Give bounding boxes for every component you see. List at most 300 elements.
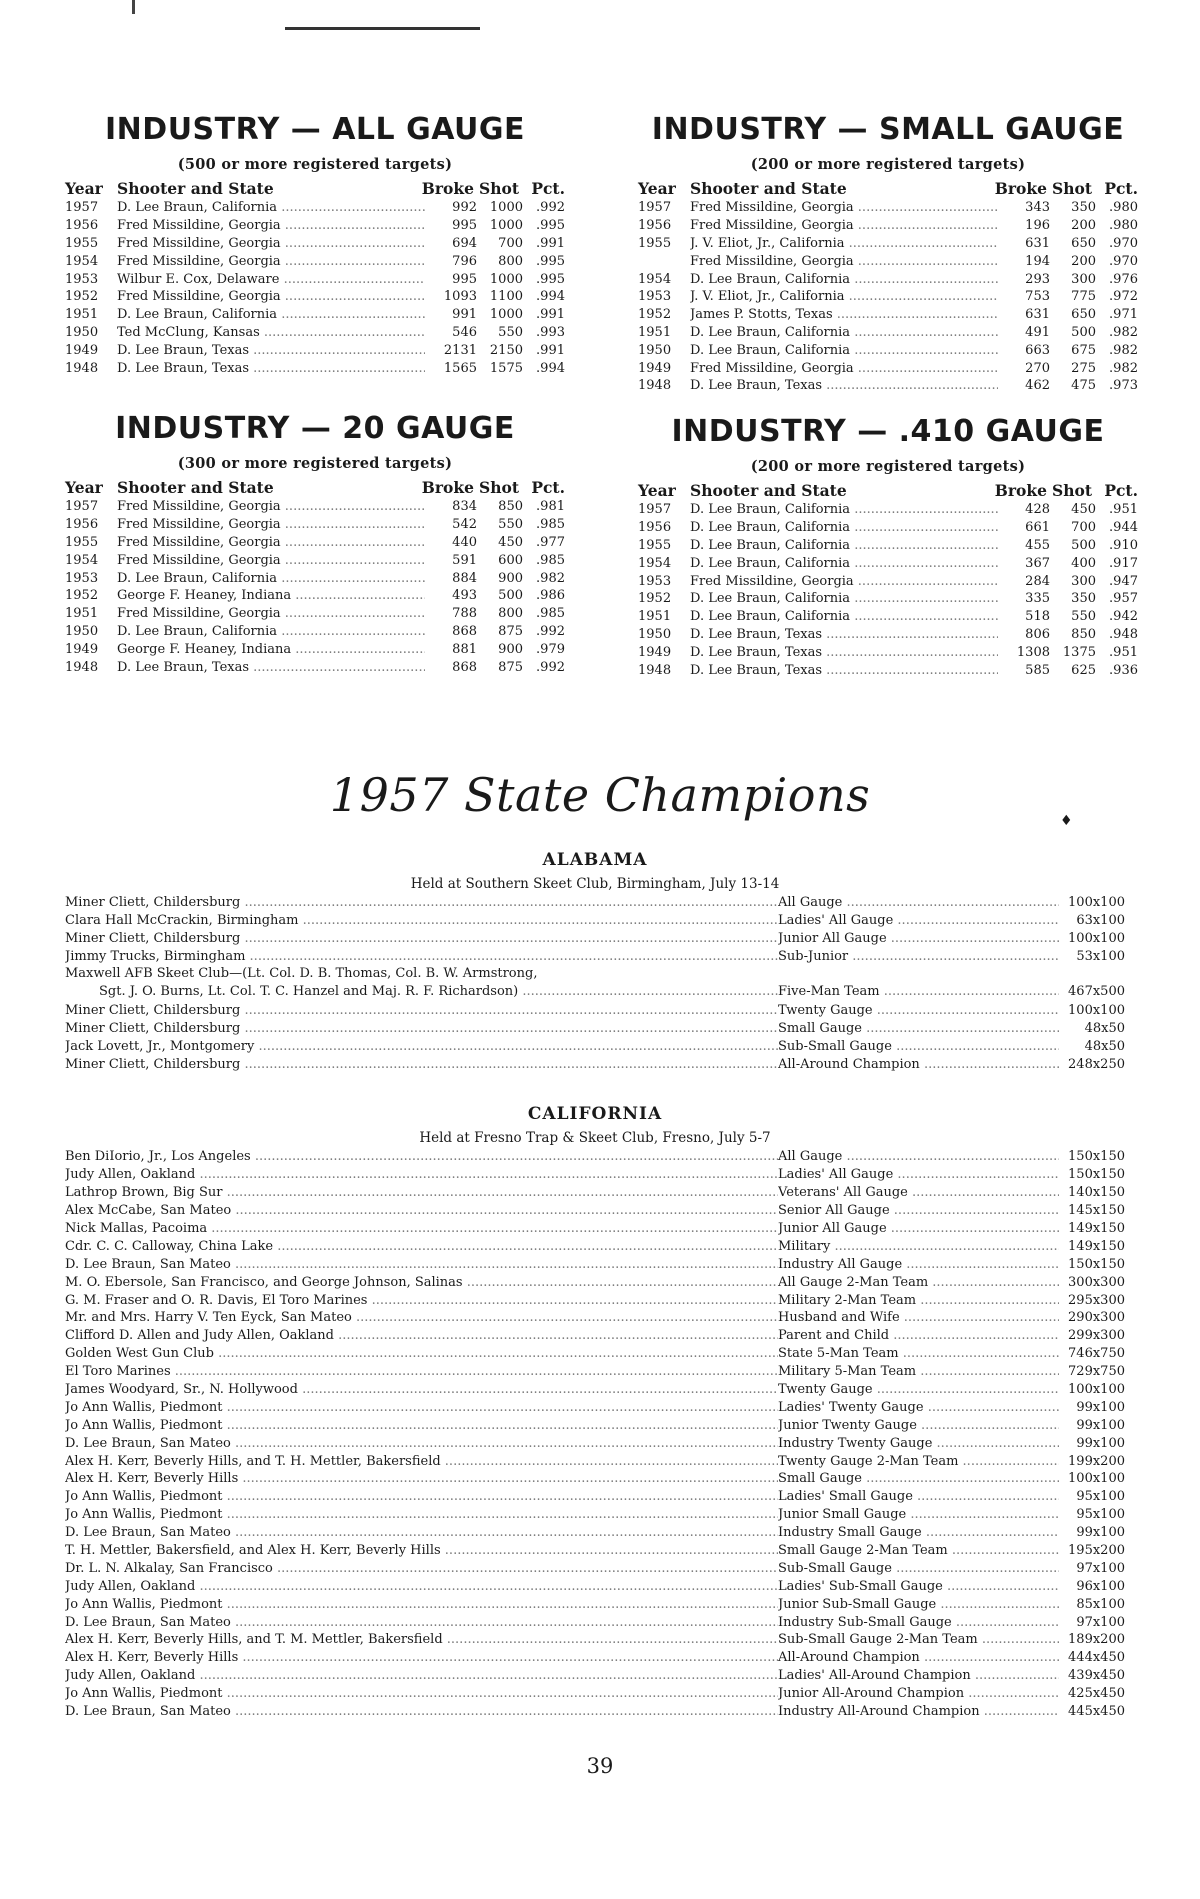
- event-name: Twenty Gauge 2-Man Team .....: [778, 1454, 1059, 1469]
- shooter-cell: D. Lee Braun, Texas .....: [117, 343, 425, 358]
- shooter-cell: Fred Missildine, Georgia .....: [690, 218, 998, 233]
- pct-cell: .980: [1109, 200, 1138, 216]
- table-row: [638, 270, 1138, 288]
- broke-cell: 1565: [443, 360, 477, 376]
- shooter-cell: Fred Missildine, Georgia .....: [690, 574, 998, 589]
- state-name: ALABAMA: [542, 850, 648, 870]
- section-title: INDUSTRY — ALL GAUGE: [105, 112, 525, 147]
- shooter-cell: Ted McClung, Kansas .....: [117, 325, 425, 340]
- table-row: [65, 199, 565, 217]
- broke-cell: 2131: [443, 342, 477, 358]
- industry-small-gauge-table: [638, 112, 1138, 395]
- shooter-cell: Fred Missildine, Georgia .....: [690, 361, 998, 376]
- event-name: All Gauge .....: [778, 1149, 1059, 1164]
- score: 467x500: [1068, 984, 1125, 1000]
- pct-cell: .986: [536, 588, 565, 604]
- champion-name: Judy Allen, Oakland .....: [65, 1579, 778, 1594]
- event-name: Small Gauge 2-Man Team .....: [778, 1543, 1059, 1558]
- shot-cell: 850: [1071, 626, 1096, 642]
- score: 149x150: [1068, 1221, 1125, 1236]
- shooter-cell: D. Lee Braun, California .....: [690, 556, 998, 571]
- year-cell: 1952: [65, 289, 99, 305]
- shooter-cell: D. Lee Braun, Texas .....: [690, 663, 998, 678]
- champion-entry: [65, 1237, 1125, 1255]
- champion-entry: [65, 912, 1125, 930]
- score: 99x100: [1076, 1435, 1125, 1451]
- table-row: [65, 587, 565, 605]
- shooter-cell: George F. Heaney, Indiana .....: [117, 642, 425, 657]
- shooter-cell: Fred Missildine, Georgia .....: [117, 236, 425, 251]
- score: 150x150: [1068, 1167, 1125, 1183]
- champion-entry: [65, 1309, 1125, 1327]
- bullet-mark: ♦: [1060, 813, 1073, 829]
- year-cell: 1952: [638, 591, 672, 607]
- shot-header: Shot: [1052, 480, 1092, 500]
- champion-name: James Woodyard, Sr., N. Hollywood .....: [65, 1382, 778, 1397]
- shooter-cell: James P. Stotts, Texas .....: [690, 307, 998, 322]
- champion-name: D. Lee Braun, San Mateo .....: [65, 1704, 778, 1719]
- broke-cell: 868: [452, 659, 477, 675]
- score: 63x100: [1076, 913, 1125, 929]
- table-row: [65, 270, 565, 288]
- year-cell: 1954: [65, 552, 99, 568]
- shot-cell: 650: [1071, 307, 1096, 323]
- champion-entry: [65, 1416, 1125, 1434]
- shooter-cell: Fred Missildine, Georgia .....: [117, 218, 425, 233]
- table-row: [638, 626, 1138, 644]
- shooter-cell: J. V. Eliot, Jr., California .....: [690, 236, 998, 251]
- champion-name: Alex McCabe, San Mateo .....: [65, 1203, 778, 1218]
- score: 48x50: [1084, 1038, 1125, 1054]
- section-subtitle: (500 or more registered targets): [177, 156, 453, 173]
- team-entry-continued: [65, 982, 1125, 1002]
- broke-cell: 796: [452, 253, 477, 269]
- table-row: [638, 537, 1138, 555]
- event-name: Five-Man Team .....: [778, 984, 1059, 999]
- shot-cell: 550: [498, 324, 523, 340]
- champion-name: El Toro Marines .....: [65, 1364, 778, 1379]
- event-name: Industry Twenty Gauge .....: [778, 1436, 1059, 1451]
- year-cell: 1950: [65, 324, 99, 340]
- event-name: Small Gauge .....: [778, 1471, 1059, 1486]
- score: 150x150: [1068, 1149, 1125, 1165]
- shot-cell: 800: [498, 253, 523, 269]
- broke-cell: 518: [1025, 609, 1050, 625]
- pct-cell: .982: [1109, 360, 1138, 376]
- event-name: Ladies' All Gauge .....: [778, 1167, 1059, 1182]
- year-cell: 1948: [65, 659, 99, 675]
- champion-name: Miner Cliett, Childersburg .....: [65, 1003, 778, 1018]
- pct-header: Pct.: [1104, 178, 1138, 198]
- alabama-section: [65, 850, 1125, 1073]
- event-name: Twenty Gauge .....: [778, 1382, 1059, 1397]
- broke-cell: 753: [1025, 289, 1050, 305]
- year-cell: 1954: [65, 253, 99, 269]
- shot-cell: 875: [498, 623, 523, 639]
- champion-entry: [65, 1037, 1125, 1055]
- year-cell: 1957: [638, 200, 672, 216]
- champion-name: Clara Hall McCrackin, Birmingham .....: [65, 913, 778, 928]
- champion-name: Golden West Gun Club .....: [65, 1346, 778, 1361]
- champion-entry: [65, 1631, 1125, 1649]
- champion-entry: [65, 1398, 1125, 1416]
- shot-cell: 500: [1071, 324, 1096, 340]
- shooter-cell: D. Lee Braun, California .....: [690, 591, 998, 606]
- pct-cell: .976: [1109, 271, 1138, 287]
- table-row: [638, 288, 1138, 306]
- shooter-cell: Fred Missildine, Georgia .....: [117, 499, 425, 514]
- champion-entry: [65, 1488, 1125, 1506]
- shooter-cell: D. Lee Braun, California .....: [690, 272, 998, 287]
- score: 300x300: [1068, 1274, 1125, 1290]
- shooter-header: Shooter and State: [117, 477, 274, 497]
- shooter-cell: D. Lee Braun, California .....: [117, 200, 425, 215]
- shot-cell: 625: [1071, 662, 1096, 678]
- shooter-header: Shooter and State: [690, 178, 847, 198]
- pct-cell: .981: [536, 499, 565, 515]
- shot-cell: 1575: [489, 360, 523, 376]
- shot-cell: 1000: [489, 307, 523, 323]
- shot-cell: 2150: [489, 342, 523, 358]
- top-rule: [285, 27, 480, 30]
- score: 100x100: [1068, 1003, 1125, 1018]
- table-row: [65, 359, 565, 377]
- pct-cell: .917: [1109, 555, 1138, 571]
- score: 97x100: [1076, 1560, 1125, 1576]
- broke-cell: 293: [1025, 271, 1050, 287]
- page-edge-mark: [132, 0, 135, 14]
- pct-header: Pct.: [531, 477, 565, 497]
- champion-name: Lathrop Brown, Big Sur .....: [65, 1185, 778, 1200]
- broke-cell: 631: [1025, 235, 1050, 251]
- table-header: [638, 479, 1138, 501]
- champion-entry: [65, 1685, 1125, 1703]
- pct-header: Pct.: [1104, 480, 1138, 500]
- champion-name: Nick Mallas, Pacoima .....: [65, 1221, 778, 1236]
- year-cell: 1948: [65, 360, 99, 376]
- shot-cell: 275: [1071, 360, 1096, 376]
- event-name: Veterans' All Gauge .....: [778, 1185, 1059, 1200]
- broke-cell: 995: [452, 271, 477, 287]
- champion-entry: [65, 1559, 1125, 1577]
- table-row: [65, 534, 565, 552]
- shooter-cell: D. Lee Braun, Texas .....: [690, 645, 998, 660]
- pct-cell: .992: [536, 200, 565, 216]
- event-name: Junior Twenty Gauge .....: [778, 1418, 1059, 1433]
- event-name: Sub-Junior .....: [778, 949, 1059, 964]
- page-title: 1957 State Champions: [329, 768, 871, 822]
- broke-cell: 585: [1025, 662, 1050, 678]
- shooter-cell: D. Lee Braun, Texas .....: [690, 378, 998, 393]
- broke-cell: 868: [452, 623, 477, 639]
- year-cell: 1953: [65, 570, 99, 586]
- shot-header: Shot: [1052, 178, 1092, 198]
- industry-410-gauge-table: [638, 414, 1138, 679]
- table-row: [638, 661, 1138, 679]
- score: 140x150: [1068, 1185, 1125, 1201]
- pct-cell: .980: [1109, 218, 1138, 234]
- champion-name: Dr. L. N. Alkalay, San Francisco .....: [65, 1561, 778, 1576]
- pct-cell: .994: [536, 289, 565, 305]
- shot-cell: 775: [1071, 289, 1096, 305]
- year-cell: 1948: [638, 378, 672, 394]
- year-cell: 1952: [65, 588, 99, 604]
- broke-cell: 491: [1025, 324, 1050, 340]
- pct-header: Pct.: [531, 178, 565, 198]
- shot-cell: 300: [1071, 573, 1096, 589]
- year-cell: 1948: [638, 662, 672, 678]
- table-row: [638, 554, 1138, 572]
- champion-entry: [65, 1055, 1125, 1073]
- event-name: Senior All Gauge .....: [778, 1203, 1059, 1218]
- champion-entry: [65, 1291, 1125, 1309]
- champion-name: Jo Ann Wallis, Piedmont .....: [65, 1507, 778, 1522]
- score: 445x450: [1068, 1704, 1125, 1720]
- champion-name: Maxwell AFB Skeet Club—(Lt. Col. D. B. Thomas, Col. B. W. Armstrong,: [65, 966, 538, 982]
- event-name: Military 5-Man Team .....: [778, 1364, 1059, 1379]
- shooter-cell: D. Lee Braun, California .....: [690, 520, 998, 535]
- event-name: Sub-Small Gauge 2-Man Team .....: [778, 1632, 1059, 1647]
- shooter-header: Shooter and State: [117, 178, 274, 198]
- pct-cell: .970: [1109, 235, 1138, 251]
- shot-cell: 600: [498, 552, 523, 568]
- champion-name: Alex H. Kerr, Beverly Hills, and T. H. Mettler, Bakersfield .....: [65, 1454, 778, 1469]
- year-header: Year: [638, 480, 676, 500]
- table-row: [65, 498, 565, 516]
- shooter-cell: Fred Missildine, Georgia .....: [117, 517, 425, 532]
- shot-cell: 500: [1071, 537, 1096, 553]
- pct-cell: .991: [536, 235, 565, 251]
- shooter-cell: D. Lee Braun, Texas .....: [117, 660, 425, 675]
- event-name: All Gauge 2-Man Team .....: [778, 1275, 1059, 1290]
- broke-cell: 335: [1025, 591, 1050, 607]
- table-row: [638, 501, 1138, 519]
- champion-name: D. Lee Braun, San Mateo .....: [65, 1257, 778, 1272]
- year-header: Year: [65, 178, 103, 198]
- table-row: [638, 306, 1138, 324]
- pct-cell: .910: [1109, 537, 1138, 553]
- shot-cell: 650: [1071, 235, 1096, 251]
- event-name: Junior All Gauge .....: [778, 1221, 1059, 1236]
- score: 97x100: [1076, 1614, 1125, 1630]
- score: 729x750: [1068, 1364, 1125, 1380]
- event-name: Sub-Small Gauge .....: [778, 1561, 1059, 1576]
- pct-cell: .993: [536, 324, 565, 340]
- pct-cell: .995: [536, 271, 565, 287]
- score: 248x250: [1068, 1056, 1125, 1072]
- event-name: Industry Sub-Small Gauge .....: [778, 1615, 1059, 1630]
- shot-cell: 450: [498, 534, 523, 550]
- event-name: All-Around Champion .....: [778, 1057, 1059, 1072]
- table-row: [638, 324, 1138, 342]
- section-subtitle: (300 or more registered targets): [177, 455, 453, 472]
- year-cell: 1954: [638, 271, 672, 287]
- broke-cell: 694: [452, 235, 477, 251]
- shooter-cell: Wilbur E. Cox, Delaware .....: [117, 272, 425, 287]
- broke-cell: 428: [1025, 502, 1050, 518]
- champion-name: Jack Lovett, Jr., Montgomery .....: [65, 1039, 778, 1054]
- champion-entry: [65, 1148, 1125, 1166]
- pct-cell: .947: [1109, 573, 1138, 589]
- champion-entry: [65, 1327, 1125, 1345]
- champion-list: [65, 894, 1125, 966]
- champion-name: Alex H. Kerr, Beverly Hills, and T. M. Mettler, Bakersfield .....: [65, 1632, 778, 1647]
- shooter-header: Shooter and State: [690, 480, 847, 500]
- table-row: [65, 658, 565, 676]
- pct-cell: .992: [536, 623, 565, 639]
- shot-cell: 900: [498, 570, 523, 586]
- champion-name: G. M. Fraser and O. R. Davis, El Toro Marines .....: [65, 1293, 778, 1308]
- table-row: [65, 516, 565, 534]
- champion-entry: [65, 1363, 1125, 1381]
- champion-name: Miner Cliett, Childersburg .....: [65, 1057, 778, 1072]
- shot-cell: 450: [1071, 502, 1096, 518]
- champion-entry: [65, 1381, 1125, 1399]
- year-cell: 1957: [65, 200, 99, 216]
- shot-cell: 400: [1071, 555, 1096, 571]
- score: 195x200: [1068, 1543, 1125, 1559]
- score: 149x150: [1068, 1238, 1125, 1254]
- shot-cell: 200: [1071, 253, 1096, 269]
- shooter-cell: Fred Missildine, Georgia .....: [117, 289, 425, 304]
- shooter-cell: D. Lee Braun, California .....: [690, 502, 998, 517]
- shot-cell: 200: [1071, 218, 1096, 234]
- shot-cell: 350: [1071, 591, 1096, 607]
- champion-entry: [65, 1577, 1125, 1595]
- section-title: INDUSTRY — SMALL GAUGE: [651, 112, 1125, 147]
- champion-name: T. H. Mettler, Bakersfield, and Alex H. Kerr, Beverly Hills .....: [65, 1543, 778, 1558]
- shot-cell: 700: [498, 235, 523, 251]
- table-row: [638, 341, 1138, 359]
- pct-cell: .994: [536, 360, 565, 376]
- event-name: Ladies' Sub-Small Gauge .....: [778, 1579, 1059, 1594]
- champion-entry: [65, 1345, 1125, 1363]
- event-name: Parent and Child .....: [778, 1328, 1059, 1343]
- table-row: [638, 519, 1138, 537]
- year-cell: 1950: [638, 626, 672, 642]
- score: 95x100: [1076, 1489, 1125, 1505]
- champion-name: Ben DiIorio, Jr., Los Angeles .....: [65, 1149, 778, 1164]
- broke-cell: 884: [452, 570, 477, 586]
- champion-name: Alex H. Kerr, Beverly Hills .....: [65, 1650, 778, 1665]
- broke-header: Broke: [421, 178, 474, 198]
- pct-cell: .979: [536, 641, 565, 657]
- shot-cell: 1000: [489, 218, 523, 234]
- shot-cell: 1375: [1062, 644, 1096, 660]
- shot-cell: 550: [498, 517, 523, 533]
- score: 199x200: [1068, 1453, 1125, 1469]
- pct-cell: .995: [536, 218, 565, 234]
- broke-header: Broke: [994, 178, 1047, 198]
- champion-entry: [65, 1649, 1125, 1667]
- year-cell: 1953: [638, 573, 672, 589]
- table-row: [65, 551, 565, 569]
- shot-cell: 1100: [489, 289, 523, 305]
- champion-entry: [65, 1667, 1125, 1685]
- score: 299x300: [1068, 1328, 1125, 1344]
- broke-cell: 343: [1025, 200, 1050, 216]
- table-header: [65, 476, 565, 498]
- champion-entry: [65, 1595, 1125, 1613]
- section-title: INDUSTRY — .410 GAUGE: [671, 414, 1105, 449]
- year-header: Year: [638, 178, 676, 198]
- score: 746x750: [1068, 1346, 1125, 1362]
- year-cell: 1953: [638, 289, 672, 305]
- shot-cell: 300: [1071, 271, 1096, 287]
- industry-all-gauge-table: [65, 112, 565, 377]
- pct-cell: .957: [1109, 591, 1138, 607]
- champion-entry: [65, 894, 1125, 912]
- table-row: [65, 324, 565, 342]
- champion-list: [65, 1002, 1125, 1074]
- broke-cell: 992: [452, 200, 477, 216]
- pct-cell: .970: [1109, 253, 1138, 269]
- event-name: Industry All Gauge .....: [778, 1257, 1059, 1272]
- pct-cell: .985: [536, 606, 565, 622]
- event-name: All Gauge .....: [778, 895, 1059, 910]
- champion-name: Judy Allen, Oakland .....: [65, 1167, 778, 1182]
- year-cell: 1957: [65, 499, 99, 515]
- event-name: Military .....: [778, 1239, 1059, 1254]
- champion-name: Sgt. J. O. Burns, Lt. Col. T. C. Hanzel and Maj. R. F. Richardson) .....: [65, 984, 778, 999]
- champion-entry: [65, 1202, 1125, 1220]
- event-name: State 5-Man Team .....: [778, 1346, 1059, 1361]
- score: 100x100: [1068, 1382, 1125, 1398]
- held-at-line: Held at Fresno Trap & Skeet Club, Fresno, July 5-7: [419, 1130, 771, 1146]
- year-cell: 1951: [638, 609, 672, 625]
- year-cell: 1955: [638, 235, 672, 251]
- event-name: Sub-Small Gauge .....: [778, 1039, 1059, 1054]
- table-row: [65, 306, 565, 324]
- table-row: [65, 217, 565, 235]
- shooter-cell: D. Lee Braun, California .....: [117, 624, 425, 639]
- year-cell: 1955: [638, 537, 672, 553]
- champion-entry: [65, 1002, 1125, 1020]
- pct-cell: .973: [1109, 378, 1138, 394]
- shot-header: Shot: [479, 178, 519, 198]
- champion-name: Mr. and Mrs. Harry V. Ten Eyck, San Mateo .....: [65, 1310, 778, 1325]
- champion-name: D. Lee Braun, San Mateo .....: [65, 1615, 778, 1630]
- broke-cell: 991: [452, 307, 477, 323]
- table-row: [65, 252, 565, 270]
- shot-cell: 350: [1071, 200, 1096, 216]
- year-cell: 1951: [65, 606, 99, 622]
- event-name: Junior Small Gauge .....: [778, 1507, 1059, 1522]
- event-name: Ladies' All Gauge .....: [778, 913, 1059, 928]
- shooter-cell: Fred Missildine, Georgia .....: [690, 200, 998, 215]
- table-row: [638, 608, 1138, 626]
- pct-cell: .991: [536, 307, 565, 323]
- year-cell: 1956: [65, 218, 99, 234]
- champion-name: Jo Ann Wallis, Piedmont .....: [65, 1597, 778, 1612]
- year-cell: 1951: [65, 307, 99, 323]
- held-at-line: Held at Southern Skeet Club, Birmingham, July 13-14: [410, 876, 780, 892]
- champion-name: Clifford D. Allen and Judy Allen, Oakland .....: [65, 1328, 778, 1343]
- event-name: Twenty Gauge .....: [778, 1003, 1059, 1018]
- shooter-cell: D. Lee Braun, California .....: [117, 571, 425, 586]
- score: 290x300: [1068, 1310, 1125, 1326]
- shooter-cell: J. V. Eliot, Jr., California .....: [690, 289, 998, 304]
- champion-entry: [65, 1434, 1125, 1452]
- shooter-cell: D. Lee Braun, Texas .....: [690, 627, 998, 642]
- shooter-cell: Fred Missildine, Georgia .....: [117, 535, 425, 550]
- shot-cell: 700: [1071, 520, 1096, 536]
- pct-cell: .942: [1109, 609, 1138, 625]
- score: 95x100: [1076, 1507, 1125, 1523]
- year-cell: 1950: [65, 623, 99, 639]
- score: 150x150: [1068, 1256, 1125, 1272]
- year-cell: 1955: [65, 235, 99, 251]
